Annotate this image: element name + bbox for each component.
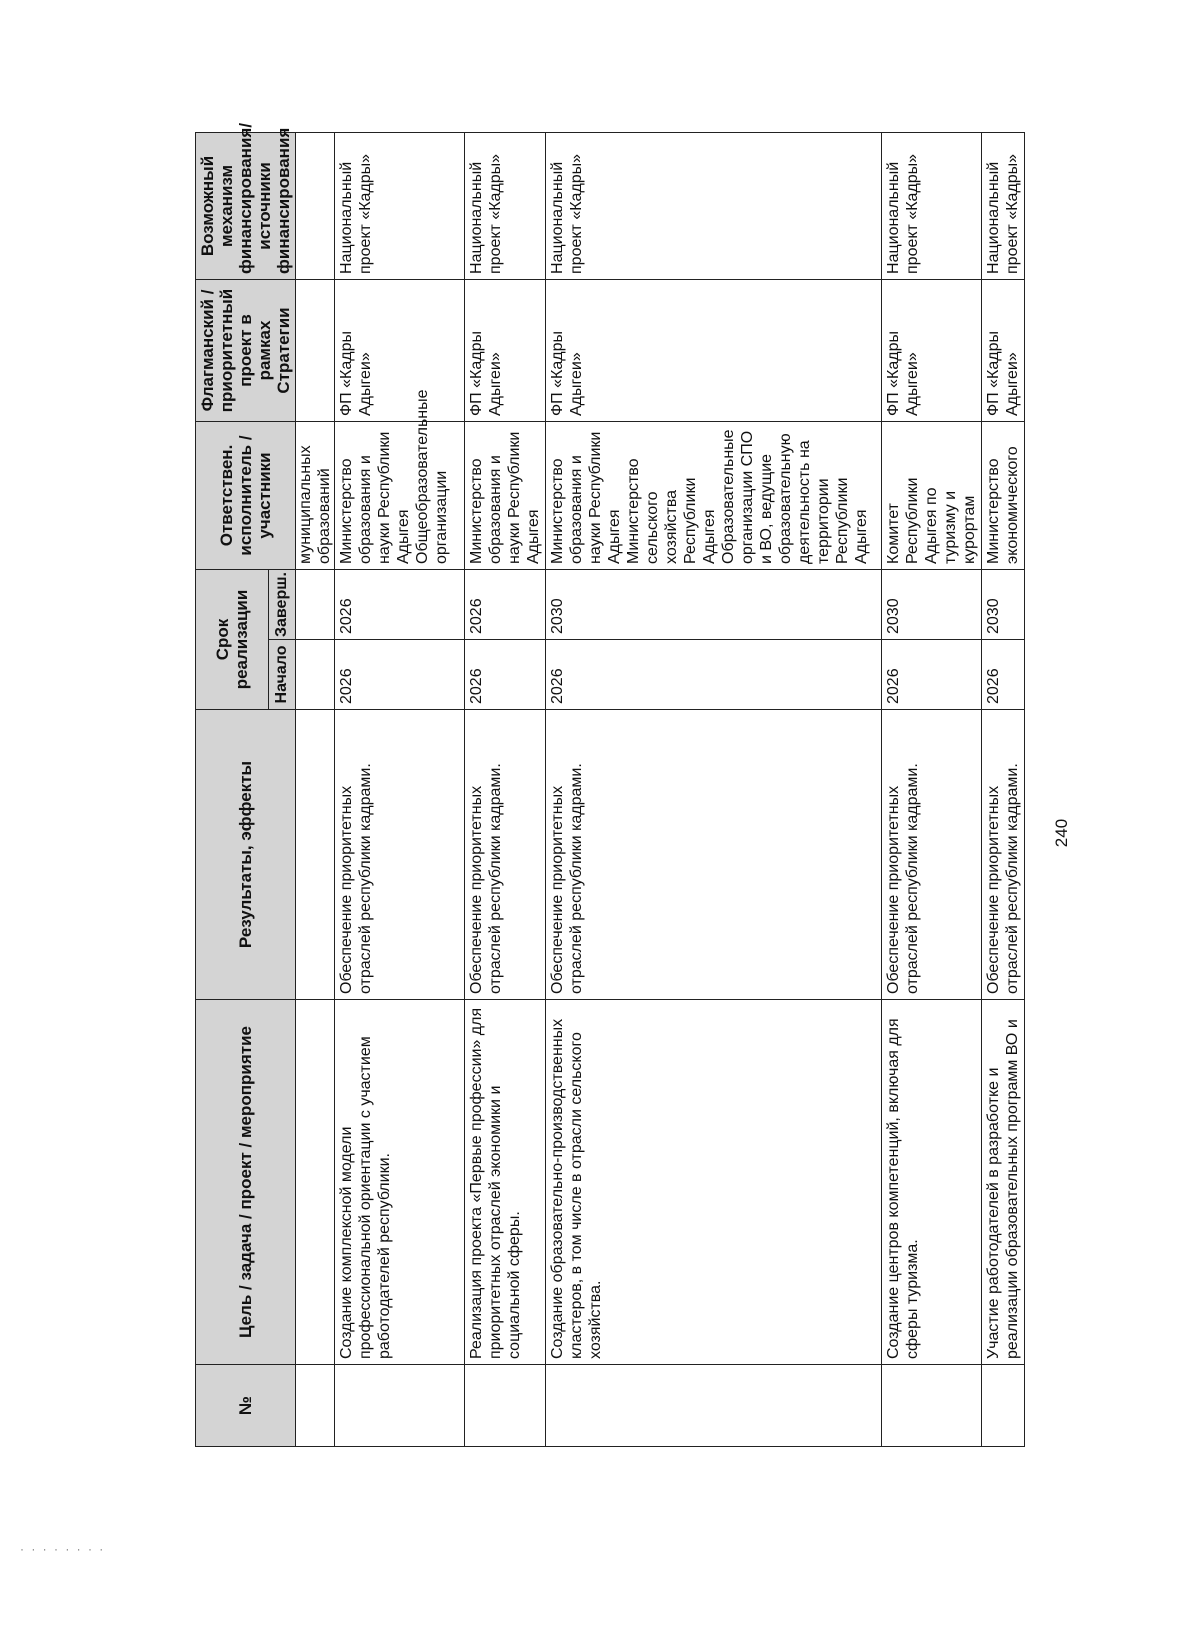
- row-financing: Национальный проект «Кадры»: [465, 132, 546, 279]
- row-goal: Участие работодателей в разработке и реализации образовательных программ ВО и: [982, 1000, 1025, 1365]
- row-financing: Национальный проект «Кадры»: [546, 132, 882, 279]
- scan-specks: · · · · · · · ·: [20, 1542, 106, 1556]
- row-goal: Создание образовательно-производственных кластеров, в том числе в отрасли сельского хозяйства.: [546, 1000, 882, 1365]
- row-flagship: ФП «Кадры Адыгеи»: [982, 279, 1025, 421]
- row-end: 2030: [882, 569, 982, 639]
- row-end: 2030: [982, 569, 1025, 639]
- continuation-cell: [296, 1000, 335, 1365]
- row-start: 2026: [982, 640, 1025, 710]
- row-responsible: Комитет Республики Адыгея по туризму и курортам: [882, 421, 982, 569]
- header-results: Результаты, эффекты: [196, 710, 296, 1000]
- row-financing: Национальный проект «Кадры»: [882, 132, 982, 279]
- continuation-cell: [296, 710, 335, 1000]
- header-end: Заверш.: [268, 569, 295, 639]
- row-responsible: Министерство образования и науки Республики Адыгея Общеобразовательные организации: [335, 421, 465, 569]
- row-end: 2030: [546, 569, 882, 639]
- header-goal: Цель / задача / проект / мероприятие: [196, 1000, 296, 1365]
- row-results: Обеспечение приоритетных отраслей республики кадрами.: [546, 710, 882, 1000]
- row-num: [465, 1365, 546, 1447]
- continuation-cell: [296, 279, 335, 421]
- row-goal: Реализация проекта «Первые профессии» для приоритетных отраслей экономики и социальной сферы.: [465, 1000, 546, 1365]
- row-flagship: ФП «Кадры Адыгеи»: [882, 279, 982, 421]
- header-financing: Возможный механизм финансирования/ источники финансирования: [196, 132, 296, 279]
- header-flagship: Флагманский / приоритетный проект в рамках Стратегии: [196, 279, 296, 421]
- row-num: [882, 1365, 982, 1447]
- row-responsible: Министерство экономического: [982, 421, 1025, 569]
- row-results: Обеспечение приоритетных отраслей республики кадрами.: [882, 710, 982, 1000]
- continuation-cell: [296, 132, 335, 279]
- row-num: [982, 1365, 1025, 1447]
- header-term: Срок реализации: [196, 569, 269, 709]
- page-number: 240: [1052, 818, 1072, 848]
- row-results: Обеспечение приоритетных отраслей республики кадрами.: [982, 710, 1025, 1000]
- continuation-cell: [296, 640, 335, 710]
- row-financing: Национальный проект «Кадры»: [335, 132, 465, 279]
- row-num: [546, 1365, 882, 1447]
- row-results: Обеспечение приоритетных отраслей республики кадрами.: [465, 710, 546, 1000]
- row-results: Обеспечение приоритетных отраслей республики кадрами.: [335, 710, 465, 1000]
- row-responsible: Министерство образования и науки Республики Адыгея: [465, 421, 546, 569]
- table-row: [465, 132, 546, 1446]
- table-row: [982, 132, 1025, 1446]
- row-financing: Национальный проект «Кадры»: [982, 132, 1025, 279]
- continuation-cell: [296, 569, 335, 639]
- continuation-responsible: муниципальных образований: [296, 421, 335, 569]
- rotated-table-page: [195, 122, 1055, 1447]
- row-end: 2026: [335, 569, 465, 639]
- row-end: 2026: [465, 569, 546, 639]
- measures-table: [195, 122, 1025, 1447]
- row-start: 2026: [546, 640, 882, 710]
- header-num: №: [196, 1365, 296, 1447]
- row-flagship: ФП «Кадры Адыгеи»: [335, 279, 465, 421]
- row-flagship: ФП «Кадры Адыгеи»: [546, 279, 882, 421]
- table-row: [546, 132, 882, 1446]
- header-responsible: Ответствен. исполнитель / участники: [196, 421, 296, 569]
- row-start: 2026: [335, 640, 465, 710]
- row-responsible: Министерство образования и науки Республики Адыгея Министерство сельского хозяйства Республики Адыгея Образовательные организации СПО и ВО, ведущие образовательную деятельность на территории Республики Адыгея: [546, 421, 882, 569]
- table-row: [335, 132, 465, 1446]
- row-goal: Создание комплексной модели профессиональной ориентации с участием работодателей республики.: [335, 1000, 465, 1365]
- row-flagship: ФП «Кадры Адыгеи»: [465, 279, 546, 421]
- row-goal: Создание центров компетенций, включая для сферы туризма.: [882, 1000, 982, 1365]
- row-start: 2026: [465, 640, 546, 710]
- continuation-cell: [296, 1365, 335, 1447]
- header-start: Начало: [268, 640, 295, 710]
- row-start: 2026: [882, 640, 982, 710]
- table-row: [882, 132, 982, 1446]
- row-num: [335, 1365, 465, 1447]
